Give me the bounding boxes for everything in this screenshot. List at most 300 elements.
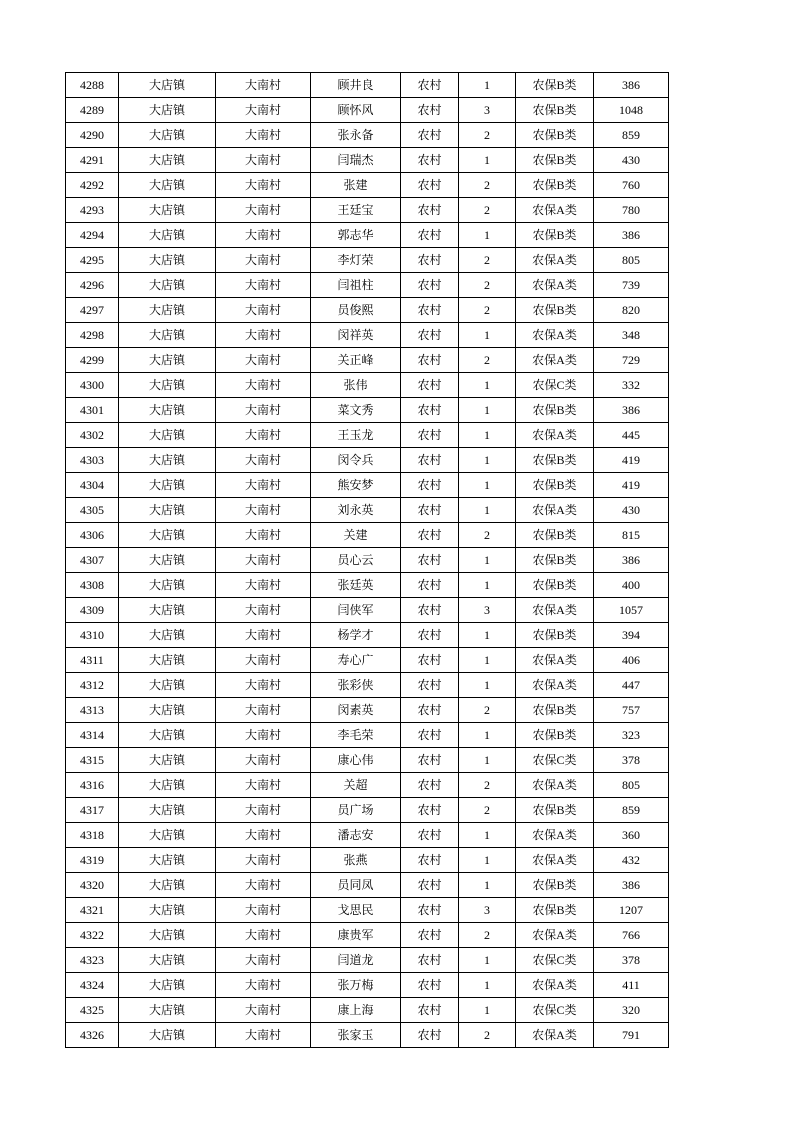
table-cell-name: 张伟 <box>311 373 401 398</box>
table-cell-amount: 1207 <box>594 898 669 923</box>
table-cell-insurance_category: 农保A类 <box>516 973 594 998</box>
table-cell-insurance_category: 农保B类 <box>516 548 594 573</box>
table-cell-insurance_category: 农保A类 <box>516 423 594 448</box>
table-cell-town: 大店镇 <box>119 548 216 573</box>
table-cell-id: 4321 <box>66 898 119 923</box>
table-cell-id: 4300 <box>66 373 119 398</box>
table-cell-insurance_category: 农保A类 <box>516 923 594 948</box>
table-cell-town: 大店镇 <box>119 698 216 723</box>
table-cell-count: 1 <box>459 323 516 348</box>
table-row <box>66 573 669 598</box>
table-cell-amount: 386 <box>594 398 669 423</box>
table-cell-id: 4295 <box>66 248 119 273</box>
table-cell-town: 大店镇 <box>119 923 216 948</box>
table-cell-residence_type: 农村 <box>401 648 459 673</box>
table-row <box>66 198 669 223</box>
table-cell-insurance_category: 农保A类 <box>516 648 594 673</box>
table-cell-id: 4319 <box>66 848 119 873</box>
table-row <box>66 348 669 373</box>
table-cell-village: 大南村 <box>216 698 311 723</box>
table-cell-residence_type: 农村 <box>401 173 459 198</box>
table-cell-residence_type: 农村 <box>401 923 459 948</box>
table-cell-insurance_category: 农保A类 <box>516 498 594 523</box>
table-cell-town: 大店镇 <box>119 998 216 1023</box>
table-cell-residence_type: 农村 <box>401 673 459 698</box>
table-cell-name: 张彩侠 <box>311 673 401 698</box>
table-cell-insurance_category: 农保B类 <box>516 473 594 498</box>
table-cell-id: 4314 <box>66 723 119 748</box>
table-row <box>66 223 669 248</box>
table-cell-id: 4316 <box>66 773 119 798</box>
table-cell-amount: 323 <box>594 723 669 748</box>
table-cell-village: 大南村 <box>216 498 311 523</box>
table-cell-insurance_category: 农保B类 <box>516 398 594 423</box>
table-cell-id: 4325 <box>66 998 119 1023</box>
table-cell-residence_type: 农村 <box>401 973 459 998</box>
table-cell-residence_type: 农村 <box>401 848 459 873</box>
table-cell-name: 李灯荣 <box>311 248 401 273</box>
table-cell-village: 大南村 <box>216 448 311 473</box>
table-cell-village: 大南村 <box>216 423 311 448</box>
table-cell-town: 大店镇 <box>119 73 216 98</box>
table-cell-id: 4301 <box>66 398 119 423</box>
table-cell-town: 大店镇 <box>119 448 216 473</box>
table-cell-name: 员俊熙 <box>311 298 401 323</box>
table-cell-residence_type: 农村 <box>401 773 459 798</box>
table-cell-residence_type: 农村 <box>401 548 459 573</box>
table-row <box>66 323 669 348</box>
table-cell-name: 闫祖柱 <box>311 273 401 298</box>
table-cell-residence_type: 农村 <box>401 873 459 898</box>
table-cell-count: 1 <box>459 648 516 673</box>
table-cell-id: 4311 <box>66 648 119 673</box>
table-cell-village: 大南村 <box>216 398 311 423</box>
table-row <box>66 398 669 423</box>
table-cell-insurance_category: 农保B类 <box>516 173 594 198</box>
table-cell-town: 大店镇 <box>119 248 216 273</box>
table-cell-amount: 805 <box>594 248 669 273</box>
table-row <box>66 798 669 823</box>
table-cell-id: 4323 <box>66 948 119 973</box>
table-cell-name: 关建 <box>311 523 401 548</box>
table-cell-id: 4298 <box>66 323 119 348</box>
table-cell-name: 闵令兵 <box>311 448 401 473</box>
table-cell-id: 4310 <box>66 623 119 648</box>
table-cell-village: 大南村 <box>216 923 311 948</box>
table-cell-residence_type: 农村 <box>401 398 459 423</box>
table-cell-residence_type: 农村 <box>401 698 459 723</box>
table-cell-insurance_category: 农保C类 <box>516 748 594 773</box>
table-cell-town: 大店镇 <box>119 973 216 998</box>
table-cell-id: 4294 <box>66 223 119 248</box>
table-row <box>66 948 669 973</box>
table-cell-count: 1 <box>459 673 516 698</box>
table-cell-insurance_category: 农保C类 <box>516 373 594 398</box>
table-row <box>66 423 669 448</box>
table-cell-id: 4289 <box>66 98 119 123</box>
table-cell-residence_type: 农村 <box>401 298 459 323</box>
table-cell-insurance_category: 农保B类 <box>516 698 594 723</box>
table-cell-amount: 757 <box>594 698 669 723</box>
table-cell-id: 4303 <box>66 448 119 473</box>
table-cell-name: 员广场 <box>311 798 401 823</box>
table-cell-residence_type: 农村 <box>401 523 459 548</box>
table-row <box>66 723 669 748</box>
table-cell-id: 4292 <box>66 173 119 198</box>
table-cell-village: 大南村 <box>216 148 311 173</box>
table-cell-amount: 430 <box>594 498 669 523</box>
table-cell-village: 大南村 <box>216 973 311 998</box>
table-cell-count: 1 <box>459 223 516 248</box>
table-cell-insurance_category: 农保C类 <box>516 948 594 973</box>
table-row <box>66 823 669 848</box>
table-cell-count: 1 <box>459 548 516 573</box>
table-cell-insurance_category: 农保A类 <box>516 773 594 798</box>
table-cell-count: 1 <box>459 423 516 448</box>
table-cell-name: 刘永英 <box>311 498 401 523</box>
table-cell-name: 闫瑞杰 <box>311 148 401 173</box>
table-row <box>66 623 669 648</box>
table-cell-count: 2 <box>459 698 516 723</box>
table-cell-town: 大店镇 <box>119 848 216 873</box>
table-cell-id: 4302 <box>66 423 119 448</box>
table-cell-count: 3 <box>459 598 516 623</box>
table-cell-town: 大店镇 <box>119 723 216 748</box>
data-table <box>65 72 669 1048</box>
table-cell-amount: 1048 <box>594 98 669 123</box>
table-cell-count: 1 <box>459 948 516 973</box>
table-cell-town: 大店镇 <box>119 798 216 823</box>
table-cell-insurance_category: 农保B类 <box>516 523 594 548</box>
table-cell-residence_type: 农村 <box>401 273 459 298</box>
table-cell-name: 潘志安 <box>311 823 401 848</box>
table-cell-residence_type: 农村 <box>401 348 459 373</box>
table-cell-insurance_category: 农保B类 <box>516 73 594 98</box>
table-cell-amount: 859 <box>594 123 669 148</box>
table-cell-town: 大店镇 <box>119 623 216 648</box>
table-cell-village: 大南村 <box>216 373 311 398</box>
table-cell-insurance_category: 农保C类 <box>516 998 594 1023</box>
table-cell-town: 大店镇 <box>119 323 216 348</box>
table-cell-count: 1 <box>459 848 516 873</box>
table-cell-village: 大南村 <box>216 573 311 598</box>
table-cell-village: 大南村 <box>216 648 311 673</box>
table-cell-count: 2 <box>459 1023 516 1048</box>
table-cell-insurance_category: 农保B类 <box>516 123 594 148</box>
table-cell-town: 大店镇 <box>119 598 216 623</box>
table-cell-town: 大店镇 <box>119 823 216 848</box>
table-cell-village: 大南村 <box>216 1023 311 1048</box>
table-cell-village: 大南村 <box>216 848 311 873</box>
table-cell-residence_type: 农村 <box>401 98 459 123</box>
table-cell-town: 大店镇 <box>119 173 216 198</box>
table-cell-name: 关正峰 <box>311 348 401 373</box>
table-row <box>66 498 669 523</box>
table-cell-town: 大店镇 <box>119 473 216 498</box>
table-row <box>66 648 669 673</box>
table-cell-id: 4297 <box>66 298 119 323</box>
table-cell-town: 大店镇 <box>119 373 216 398</box>
table-cell-id: 4322 <box>66 923 119 948</box>
table-row <box>66 448 669 473</box>
table-cell-amount: 411 <box>594 973 669 998</box>
table-cell-id: 4308 <box>66 573 119 598</box>
table-cell-count: 1 <box>459 373 516 398</box>
table-cell-village: 大南村 <box>216 948 311 973</box>
table-cell-residence_type: 农村 <box>401 998 459 1023</box>
table-cell-id: 4296 <box>66 273 119 298</box>
table-cell-residence_type: 农村 <box>401 898 459 923</box>
table-cell-town: 大店镇 <box>119 573 216 598</box>
table-cell-name: 康心伟 <box>311 748 401 773</box>
table-cell-name: 熊安梦 <box>311 473 401 498</box>
table-cell-town: 大店镇 <box>119 123 216 148</box>
table-row <box>66 598 669 623</box>
table-cell-amount: 386 <box>594 73 669 98</box>
table-cell-amount: 791 <box>594 1023 669 1048</box>
table-cell-amount: 386 <box>594 873 669 898</box>
table-cell-amount: 360 <box>594 823 669 848</box>
table-cell-residence_type: 农村 <box>401 823 459 848</box>
table-cell-name: 张万梅 <box>311 973 401 998</box>
table-cell-id: 4324 <box>66 973 119 998</box>
table-cell-count: 2 <box>459 348 516 373</box>
table-cell-count: 3 <box>459 898 516 923</box>
table-row <box>66 548 669 573</box>
table-cell-insurance_category: 农保A类 <box>516 598 594 623</box>
table-cell-id: 4288 <box>66 73 119 98</box>
table-cell-residence_type: 农村 <box>401 248 459 273</box>
table-cell-count: 1 <box>459 973 516 998</box>
table-cell-id: 4290 <box>66 123 119 148</box>
table-cell-insurance_category: 农保A类 <box>516 673 594 698</box>
table-cell-town: 大店镇 <box>119 498 216 523</box>
table-cell-town: 大店镇 <box>119 523 216 548</box>
table-body <box>66 73 669 1048</box>
table-row <box>66 923 669 948</box>
table-cell-residence_type: 农村 <box>401 1023 459 1048</box>
table-cell-amount: 805 <box>594 773 669 798</box>
table-cell-count: 1 <box>459 448 516 473</box>
table-cell-name: 杨学才 <box>311 623 401 648</box>
table-cell-town: 大店镇 <box>119 348 216 373</box>
table-cell-count: 3 <box>459 98 516 123</box>
table-cell-name: 顾井良 <box>311 73 401 98</box>
table-cell-id: 4318 <box>66 823 119 848</box>
table-row <box>66 973 669 998</box>
table-row <box>66 123 669 148</box>
table-cell-insurance_category: 农保B类 <box>516 448 594 473</box>
table-cell-village: 大南村 <box>216 473 311 498</box>
table-cell-village: 大南村 <box>216 223 311 248</box>
table-cell-residence_type: 农村 <box>401 148 459 173</box>
table-cell-amount: 320 <box>594 998 669 1023</box>
table-cell-count: 2 <box>459 248 516 273</box>
table-cell-town: 大店镇 <box>119 773 216 798</box>
table-cell-insurance_category: 农保B类 <box>516 873 594 898</box>
table-cell-id: 4309 <box>66 598 119 623</box>
table-cell-amount: 760 <box>594 173 669 198</box>
table-cell-amount: 739 <box>594 273 669 298</box>
table-cell-amount: 378 <box>594 748 669 773</box>
table-row <box>66 473 669 498</box>
table-cell-residence_type: 农村 <box>401 448 459 473</box>
table-row <box>66 898 669 923</box>
table-cell-count: 1 <box>459 398 516 423</box>
table-row <box>66 373 669 398</box>
table-cell-village: 大南村 <box>216 548 311 573</box>
table-cell-insurance_category: 农保A类 <box>516 248 594 273</box>
table-cell-village: 大南村 <box>216 273 311 298</box>
table-cell-residence_type: 农村 <box>401 223 459 248</box>
table-cell-amount: 447 <box>594 673 669 698</box>
table-cell-town: 大店镇 <box>119 748 216 773</box>
table-cell-town: 大店镇 <box>119 423 216 448</box>
table-cell-residence_type: 农村 <box>401 498 459 523</box>
table-cell-name: 王玉龙 <box>311 423 401 448</box>
table-cell-town: 大店镇 <box>119 873 216 898</box>
table-cell-village: 大南村 <box>216 198 311 223</box>
table-cell-id: 4326 <box>66 1023 119 1048</box>
table-cell-village: 大南村 <box>216 598 311 623</box>
table-cell-count: 2 <box>459 123 516 148</box>
table-cell-name: 张建 <box>311 173 401 198</box>
table-cell-residence_type: 农村 <box>401 723 459 748</box>
table-cell-id: 4299 <box>66 348 119 373</box>
table-cell-town: 大店镇 <box>119 223 216 248</box>
table-cell-name: 闫道龙 <box>311 948 401 973</box>
table-cell-name: 康上海 <box>311 998 401 1023</box>
table-cell-count: 1 <box>459 873 516 898</box>
table-cell-name: 菜文秀 <box>311 398 401 423</box>
table-row <box>66 523 669 548</box>
table-cell-amount: 1057 <box>594 598 669 623</box>
table-cell-name: 王廷宝 <box>311 198 401 223</box>
table-cell-village: 大南村 <box>216 898 311 923</box>
table-cell-village: 大南村 <box>216 323 311 348</box>
table-cell-amount: 780 <box>594 198 669 223</box>
table-cell-amount: 419 <box>594 473 669 498</box>
table-cell-village: 大南村 <box>216 773 311 798</box>
table-cell-residence_type: 农村 <box>401 623 459 648</box>
table-cell-village: 大南村 <box>216 73 311 98</box>
table-cell-id: 4293 <box>66 198 119 223</box>
table-cell-count: 2 <box>459 773 516 798</box>
table-cell-town: 大店镇 <box>119 198 216 223</box>
table-cell-residence_type: 农村 <box>401 373 459 398</box>
table-cell-name: 张燕 <box>311 848 401 873</box>
table-cell-insurance_category: 农保A类 <box>516 848 594 873</box>
table-cell-amount: 815 <box>594 523 669 548</box>
table-cell-amount: 445 <box>594 423 669 448</box>
table-cell-amount: 348 <box>594 323 669 348</box>
table-cell-amount: 432 <box>594 848 669 873</box>
table-cell-id: 4313 <box>66 698 119 723</box>
table-cell-residence_type: 农村 <box>401 573 459 598</box>
table-cell-village: 大南村 <box>216 873 311 898</box>
table-cell-amount: 406 <box>594 648 669 673</box>
table-cell-village: 大南村 <box>216 623 311 648</box>
table-cell-id: 4315 <box>66 748 119 773</box>
table-cell-town: 大店镇 <box>119 273 216 298</box>
table-cell-count: 2 <box>459 298 516 323</box>
table-cell-amount: 820 <box>594 298 669 323</box>
table-cell-insurance_category: 农保B类 <box>516 723 594 748</box>
table-cell-name: 戈思民 <box>311 898 401 923</box>
table-cell-amount: 386 <box>594 223 669 248</box>
table-cell-insurance_category: 农保B类 <box>516 98 594 123</box>
table-cell-village: 大南村 <box>216 823 311 848</box>
table-cell-id: 4307 <box>66 548 119 573</box>
table-row <box>66 173 669 198</box>
table-cell-name: 闵祥英 <box>311 323 401 348</box>
table-cell-town: 大店镇 <box>119 398 216 423</box>
table-cell-id: 4317 <box>66 798 119 823</box>
table-cell-village: 大南村 <box>216 523 311 548</box>
table-cell-village: 大南村 <box>216 248 311 273</box>
table-cell-name: 员心云 <box>311 548 401 573</box>
table-row <box>66 98 669 123</box>
table-cell-insurance_category: 农保B类 <box>516 798 594 823</box>
table-cell-insurance_category: 农保A类 <box>516 1023 594 1048</box>
table-cell-insurance_category: 农保A类 <box>516 323 594 348</box>
table-cell-residence_type: 农村 <box>401 948 459 973</box>
table-cell-amount: 400 <box>594 573 669 598</box>
table-cell-residence_type: 农村 <box>401 798 459 823</box>
table-cell-village: 大南村 <box>216 723 311 748</box>
table-cell-village: 大南村 <box>216 748 311 773</box>
table-cell-insurance_category: 农保B类 <box>516 223 594 248</box>
table-cell-id: 4306 <box>66 523 119 548</box>
table-cell-id: 4312 <box>66 673 119 698</box>
table-cell-amount: 386 <box>594 548 669 573</box>
table-cell-village: 大南村 <box>216 798 311 823</box>
table-cell-village: 大南村 <box>216 98 311 123</box>
table-cell-residence_type: 农村 <box>401 423 459 448</box>
table-cell-village: 大南村 <box>216 298 311 323</box>
table-cell-amount: 430 <box>594 148 669 173</box>
table-cell-town: 大店镇 <box>119 673 216 698</box>
table-cell-residence_type: 农村 <box>401 73 459 98</box>
table-cell-amount: 859 <box>594 798 669 823</box>
table-cell-name: 郭志华 <box>311 223 401 248</box>
table-cell-amount: 332 <box>594 373 669 398</box>
table-cell-count: 1 <box>459 748 516 773</box>
table-cell-village: 大南村 <box>216 673 311 698</box>
table-row <box>66 773 669 798</box>
table-row <box>66 73 669 98</box>
table-cell-count: 1 <box>459 498 516 523</box>
table-cell-town: 大店镇 <box>119 898 216 923</box>
table-cell-name: 员同凤 <box>311 873 401 898</box>
table-cell-name: 康贵军 <box>311 923 401 948</box>
table-cell-insurance_category: 农保B类 <box>516 148 594 173</box>
table-cell-insurance_category: 农保B类 <box>516 623 594 648</box>
table-cell-count: 1 <box>459 823 516 848</box>
table-cell-town: 大店镇 <box>119 148 216 173</box>
table-row <box>66 998 669 1023</box>
table-cell-village: 大南村 <box>216 348 311 373</box>
table-row <box>66 673 669 698</box>
table-cell-residence_type: 农村 <box>401 198 459 223</box>
table-cell-amount: 394 <box>594 623 669 648</box>
table-cell-id: 4305 <box>66 498 119 523</box>
table-cell-town: 大店镇 <box>119 98 216 123</box>
table-cell-village: 大南村 <box>216 173 311 198</box>
table-cell-town: 大店镇 <box>119 648 216 673</box>
table-cell-insurance_category: 农保A类 <box>516 273 594 298</box>
table-cell-id: 4291 <box>66 148 119 173</box>
